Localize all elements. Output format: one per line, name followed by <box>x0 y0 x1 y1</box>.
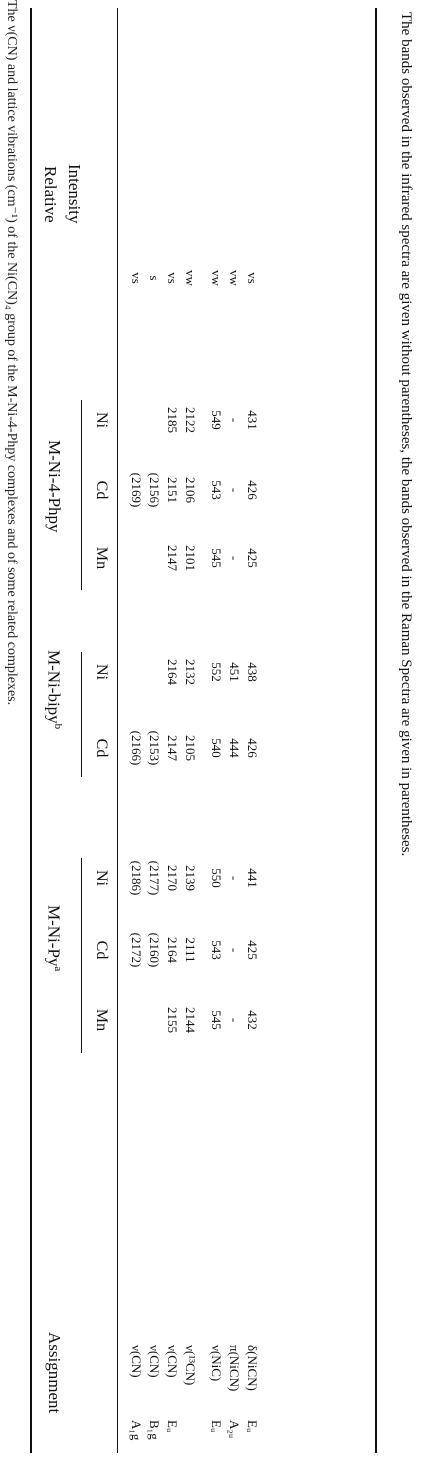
top-rule <box>30 8 32 1453</box>
symmetry-label: Eᵤ <box>245 1420 260 1433</box>
value-cell: - <box>227 875 242 881</box>
value-cell: 2106 <box>183 477 198 503</box>
group-header-phpy: M-Ni-4-Phpy <box>45 440 64 533</box>
value-cell: 2122 <box>183 407 198 433</box>
value-cell: (2156) <box>147 472 162 508</box>
value-cell: 2151 <box>165 477 180 503</box>
sub-phpy-ni: Ni <box>93 412 110 428</box>
value-cell: 550 <box>209 868 224 888</box>
table-caption: The ν(CN) and lattice vibrations (cm⁻¹) of the Ni(CN)₄ group of the M-Ni-4-Phpy complexes and of some related complexes. <box>4 0 19 706</box>
value-cell: 451 <box>227 662 242 682</box>
sub-phpy-cd: Cd <box>93 480 110 500</box>
value-cell: 444 <box>227 738 242 758</box>
symmetry-label: A₁g <box>129 1420 144 1441</box>
value-cell: 425 <box>245 548 260 568</box>
value-cell: 2144 <box>183 1007 198 1033</box>
value-cell: 2170 <box>165 865 180 891</box>
value-cell: 2185 <box>165 407 180 433</box>
value-cell: 549 <box>209 410 224 430</box>
intensity-cell: s <box>147 275 162 281</box>
relative-header: Relative <box>41 166 60 223</box>
group-header-bipy: M-Ni-bipy$^b$ <box>44 650 64 730</box>
table-bottom-rule <box>375 8 377 1453</box>
value-cell: 426 <box>245 738 260 758</box>
intensity-cell: vw <box>209 270 224 286</box>
value-cell: 2147 <box>165 545 180 571</box>
assignment-header: Assignment <box>45 1332 64 1414</box>
value-cell: 2139 <box>183 865 198 891</box>
value-cell: (2186) <box>129 860 144 896</box>
symmetry-label: B₁g <box>147 1420 162 1440</box>
intensity-cell: vs <box>245 272 260 284</box>
value-cell: (2172) <box>129 932 144 968</box>
sub-phpy-mn: Mn <box>93 546 110 570</box>
mode-label: ν(¹³CN) <box>183 1345 198 1386</box>
intensity-cell: vs <box>165 272 180 284</box>
symmetry-label: A₂ᵤ <box>227 1420 242 1439</box>
value-cell: (2177) <box>147 860 162 896</box>
value-cell: 2111 <box>183 937 198 963</box>
value-cell: 432 <box>245 1010 260 1030</box>
mode-label: ν(CN) <box>147 1345 162 1378</box>
value-cell: 2105 <box>183 735 198 761</box>
value-cell: 2164 <box>165 659 180 685</box>
phpy-group-rule <box>81 400 82 590</box>
intensity-cell: vs <box>129 272 144 284</box>
value-cell: 2147 <box>165 735 180 761</box>
value-cell: - <box>227 555 242 561</box>
value-cell: (2160) <box>147 932 162 968</box>
bipy-group-rule <box>81 652 82 777</box>
value-cell: 2164 <box>165 937 180 963</box>
value-cell: 438 <box>245 662 260 682</box>
value-cell: 425 <box>245 940 260 960</box>
value-cell: 431 <box>245 410 260 430</box>
value-cell: 543 <box>209 480 224 500</box>
mode-label: π(NiCN) <box>227 1345 242 1392</box>
header-bottom-rule <box>117 8 118 1453</box>
sub-py-cd: Cd <box>93 940 110 960</box>
value-cell: (2153) <box>147 730 162 766</box>
sub-py-mn: Mn <box>93 1008 110 1032</box>
mode-label: δ(NiCN) <box>245 1345 260 1391</box>
mode-label: ν(CN) <box>129 1345 144 1378</box>
value-cell: - <box>227 487 242 493</box>
intensity-header: Intensity <box>65 164 84 224</box>
py-group-rule <box>81 858 82 1053</box>
value-cell: 540 <box>209 738 224 758</box>
symmetry-label: Eᵤ <box>209 1420 224 1433</box>
value-cell: 543 <box>209 940 224 960</box>
value-cell: - <box>227 1017 242 1023</box>
sub-py-ni: Ni <box>93 870 110 886</box>
value-cell: 441 <box>245 868 260 888</box>
mode-label: ν(CN) <box>165 1345 180 1378</box>
value-cell: 2155 <box>165 1007 180 1033</box>
intensity-cell: vw <box>183 270 198 286</box>
value-cell: - <box>227 947 242 953</box>
sub-bipy-cd: Cd <box>93 738 110 758</box>
value-cell: 2101 <box>183 545 198 571</box>
group-header-py: M-Ni-Py$^a$ <box>44 905 64 972</box>
value-cell: (2169) <box>129 472 144 508</box>
value-cell: - <box>227 417 242 423</box>
sub-bipy-ni: Ni <box>93 664 110 680</box>
intensity-cell: vw <box>227 270 242 286</box>
value-cell: 545 <box>209 1010 224 1030</box>
value-cell: (2166) <box>129 730 144 766</box>
table-footnote: The bands observed in the infrared spectra are given without parentheses, the bands observed in the Raman Spectra are given in parentheses. <box>398 12 414 857</box>
value-cell: 552 <box>209 662 224 682</box>
value-cell: 426 <box>245 480 260 500</box>
mode-label: ν(NiC) <box>209 1345 224 1382</box>
value-cell: 545 <box>209 548 224 568</box>
value-cell: 2132 <box>183 659 198 685</box>
symmetry-label: Eᵤ <box>165 1420 180 1433</box>
